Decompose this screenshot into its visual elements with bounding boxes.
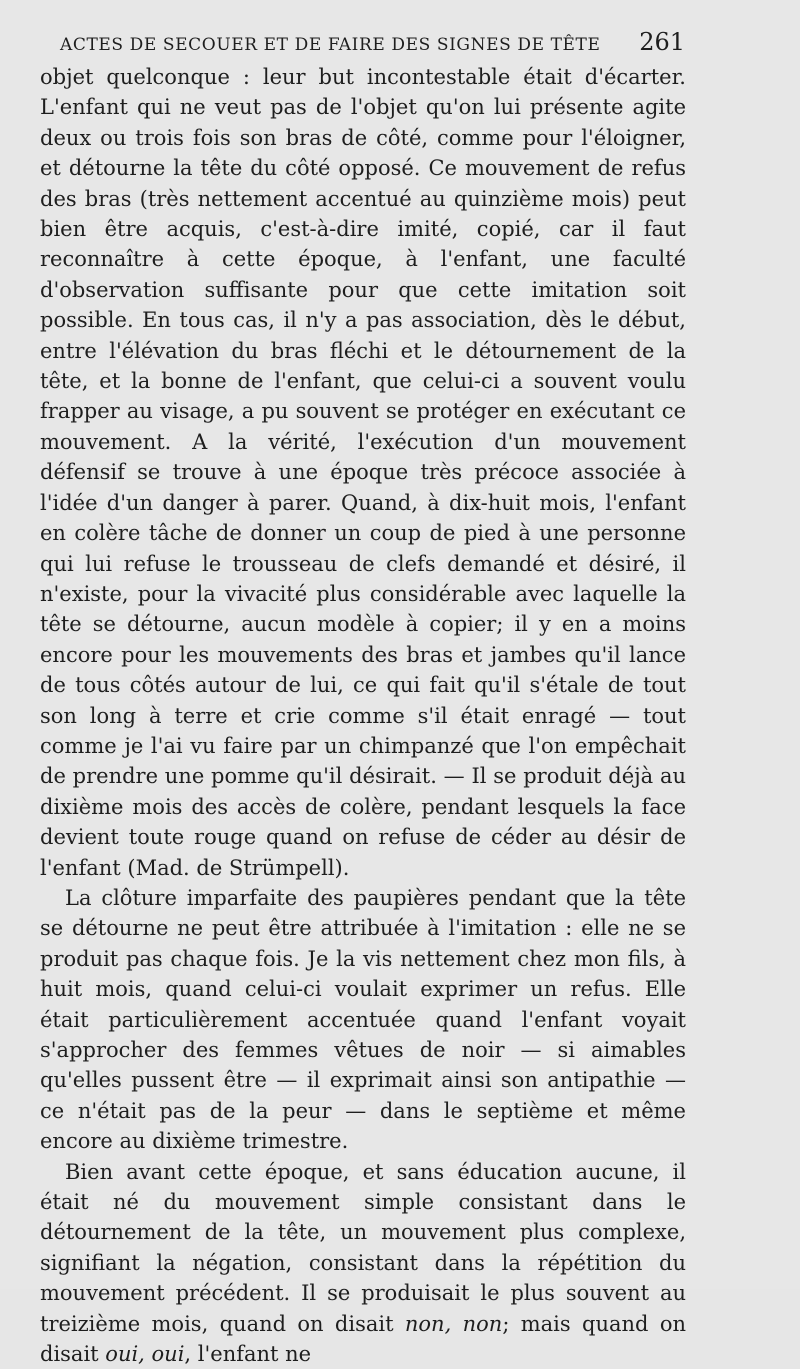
page-number: 261 [639,28,685,56]
running-title: ACTES DE SECOUER ET DE FAIRE DES SIGNES DE TÊTE [60,35,601,55]
paragraph: La clôture imparfaite des paupières pendant que la tête se détourne ne peut être attribuée à l'imitation : elle ne se produit pas chaque fois. Je la vis nettement chez mon fils, à huit mois, quand celui-ci voulait exprimer un refus. Elle était particulièrement accentuée quand l'enfant voyait s'approcher des femmes vêtues de noir — si aimables qu'elles pussent être — il exprimait ainsi son antipathie — ce n'était pas de la peur — dans le septième et même encore au dixième trimestre. [40,885,686,1154]
body-text [40,62,686,1369]
italic-phrase: oui, oui [105,1342,185,1367]
paragraph-text: Bien avant cette époque, et sans éducation aucune, il était né du mouvement simple consistant dans le détournement de la tête, un mouvement plus complexe, signifiant la négation, consistant dans la répétition du mouvement précédent. Il se produisait le plus souvent au treizième mois, quand on disait [40,1159,686,1336]
paragraph-text: , l'enfant ne [184,1342,312,1367]
running-head [60,28,685,64]
italic-phrase: non, non [404,1311,503,1336]
paragraph [40,1157,686,1369]
paragraph-text: ; mais quand on disait [40,1311,686,1367]
paragraph: objet quelconque : leur but incontestable était d'écarter. L'enfant qui ne veut pas de l'objet qu'on lui présente agite deux ou trois fois son bras de côté, comme pour l'éloigner, et détourne la tête du côté opposé. Ce mouvement de refus des bras (très nettement accentué au quinzième mois) peut bien être acquis, c'est-à-dire imité, copié, car il faut reconnaître à cette époque, à l'enfant, une faculté d'observation suffisante pour que cette imitation soit possible. En tous cas, il n'y a pas association, dès le début, entre l'élévation du bras fléchi et le détournement de la tête, et la bonne de l'enfant, que celui-ci a souvent voulu frapper au visage, a pu souvent se protéger en exécutant ce mouvement. A la vérité, l'exécution d'un mouvement défensif se trouve à une époque très précoce associée à l'idée d'un danger à parer. Quand, à dix-huit mois, l'enfant en colère tâche de donner un coup de pied à une personne qui lui refuse le trousseau de clefs demandé et désiré, il n'existe, pour la vivacité plus considérable avec laquelle la tête se détourne, aucun modèle à copier; il y en a moins encore pour les mouvements des bras et jambes qu'il lance de tous côtés autour de lui, ce qui fait qu'il s'étale de tout son long à terre et crie comme s'il était enragé — tout comme je l'ai vu faire par un chimpanzé que l'on empêchait de prendre une pomme qu'il désirait. — Il se produit déjà au dixième mois des accès de colère, pendant lesquels la face devient toute rouge quand on refuse de céder au désir de l'enfant (Mad. de Strümpell). [40,65,686,880]
